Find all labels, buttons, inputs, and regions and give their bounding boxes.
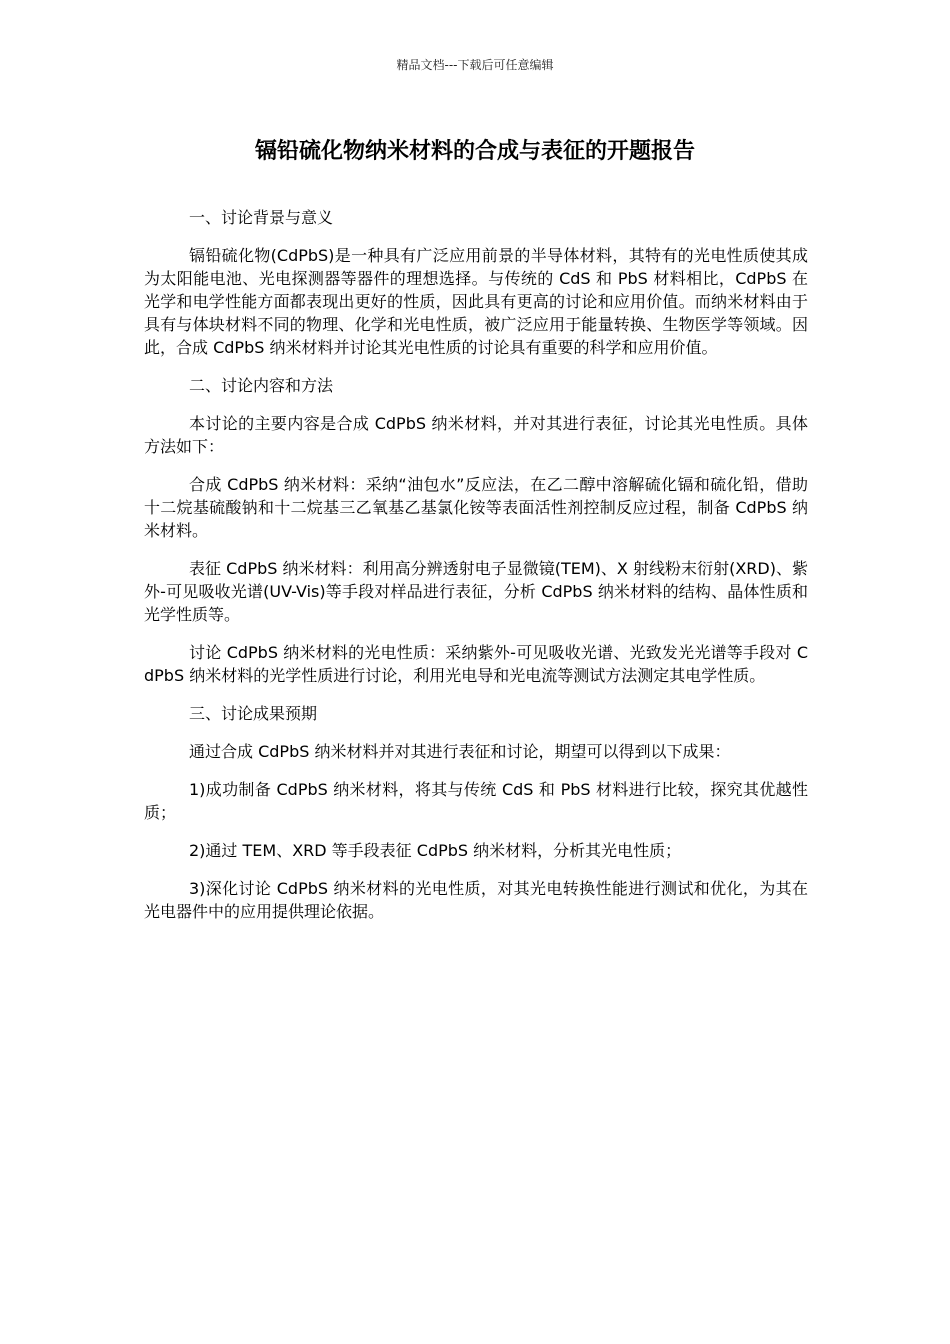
- header-note: 精品文档---下载后可任意编辑: [396, 58, 554, 72]
- paragraph-methods-synthesis: 合成 CdPbS 纳米材料：采纳“油包水”反应法，在乙二醇中溶解硫化镉和硫化铅，借助十二烷基硫酸钠和十二烷基三乙氧基乙基氯化铵等表面活性剂控制反应过程，制备 CdPbS 纳米材料。: [144, 475, 808, 540]
- section-heading-methods: 二、讨论内容和方法: [189, 376, 334, 395]
- paragraph-methods-characterization: 表征 CdPbS 纳米材料：利用高分辨透射电子显微镜(TEM)、X 射线粉末衍射(XRD)、紫外-可见吸收光谱(UV-Vis)等手段对样品进行表征，分析 CdPbS 纳米材料的结构、晶体性质和光学性质等。: [144, 559, 808, 624]
- list-item-outcome-1: 1)成功制备 CdPbS 纳米材料，将其与传统 CdS 和 PbS 材料进行比较，探究其优越性质；: [144, 780, 808, 822]
- list-item-outcome-3: 3)深化讨论 CdPbS 纳米材料的光电性质，对其光电转换性能进行测试和优化，为其在光电器件中的应用提供理论依据。: [144, 879, 808, 921]
- list-item-outcome-2: 2)通过 TEM、XRD 等手段表征 CdPbS 纳米材料，分析其光电性质；: [189, 841, 682, 860]
- document-body: [144, 206, 808, 938]
- paragraph-methods-optoelectronic: 讨论 CdPbS 纳米材料的光电性质：采纳紫外-可见吸收光谱、光致发光光谱等手段对 CdPbS 纳米材料的光学性质进行讨论，利用光电导和光电流等测试方法测定其电学性质。: [144, 643, 808, 685]
- section-heading-background: 一、讨论背景与意义: [189, 208, 334, 227]
- paragraph-outcomes-intro: 通过合成 CdPbS 纳米材料并对其进行表征和讨论，期望可以得到以下成果：: [189, 742, 731, 761]
- paragraph-methods-intro: 本讨论的主要内容是合成 CdPbS 纳米材料，并对其进行表征，讨论其光电性质。具体方法如下：: [144, 414, 808, 456]
- section-heading-outcomes: 三、讨论成果预期: [189, 704, 318, 723]
- document-title: 镉铅硫化物纳米材料的合成与表征的开题报告: [254, 139, 695, 164]
- paragraph-background: 镉铅硫化物(CdPbS)是一种具有广泛应用前景的半导体材料，其特有的光电性质使其成为太阳能电池、光电探测器等器件的理想选择。与传统的 CdS 和 PbS 材料相比，CdPbS 在光学和电学性能方面都表现出更好的性质，因此具有更高的讨论和应用价值。而纳米材料由于具有与体块材料不同的物理、化学和光电性质，被广泛应用于能量转换、生物医学等领域。因此，合成 CdPbS 纳米材料并讨论其光电性质的讨论具有重要的科学和应用价值。: [144, 246, 808, 357]
